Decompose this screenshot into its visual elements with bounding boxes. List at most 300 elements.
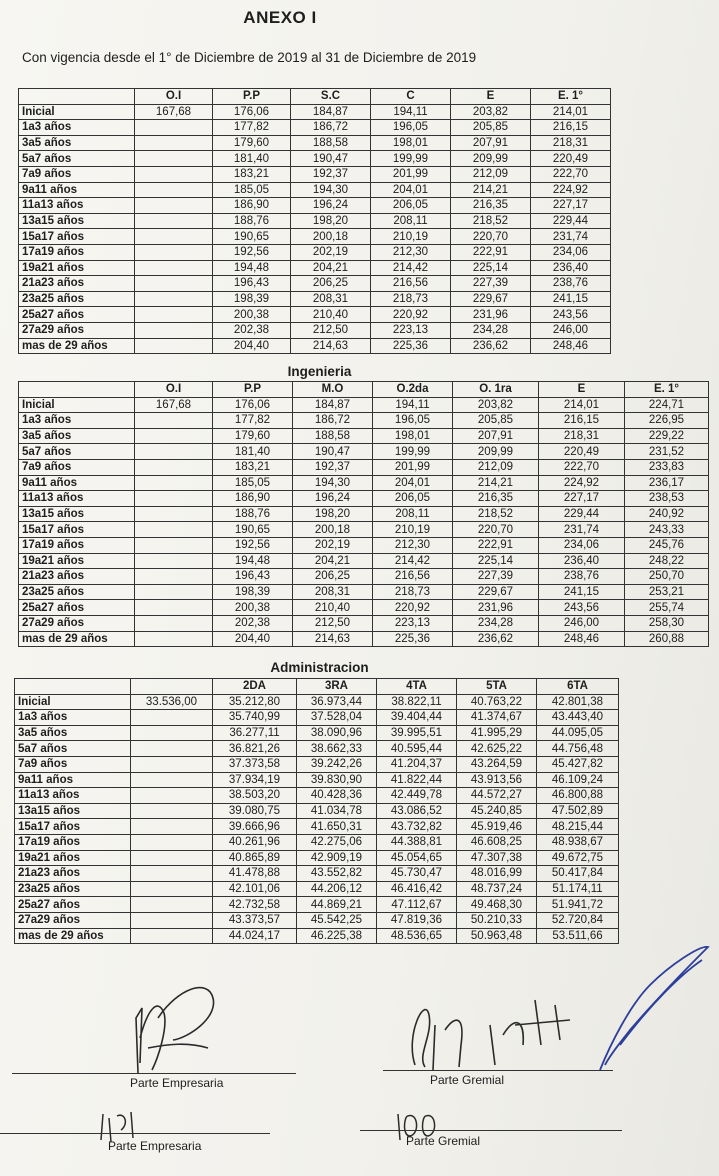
- table-cell: [135, 522, 213, 538]
- table-cell: 39.242,26: [297, 756, 377, 772]
- table-cell: 183,21: [213, 459, 293, 475]
- table-cell: 192,37: [291, 166, 371, 182]
- table-row: [15, 866, 619, 882]
- table-cell: 243,33: [625, 522, 709, 538]
- column-header: S.C: [291, 89, 371, 105]
- row-label: 21a23 años: [19, 569, 135, 585]
- label-parte-gremial: Parte Gremial: [430, 1073, 505, 1087]
- row-label: mas de 29 años: [15, 928, 131, 944]
- table-cell: 238,76: [539, 569, 625, 585]
- table-header-row: [19, 89, 611, 105]
- table-cell: 218,73: [371, 291, 451, 307]
- table-cell: 44.388,81: [377, 834, 457, 850]
- row-label: 9a11 años: [15, 772, 131, 788]
- table-cell: 194,30: [291, 182, 371, 198]
- table-cell: 196,43: [213, 276, 291, 292]
- table-cell: [131, 928, 213, 944]
- table-cell: 38.503,20: [213, 788, 297, 804]
- table-cell: [131, 710, 213, 726]
- table-cell: 47.819,36: [377, 912, 457, 928]
- table-cell: 181,40: [213, 444, 293, 460]
- table-cell: [135, 307, 213, 323]
- signature-line: [12, 1073, 296, 1074]
- table-header-row: [19, 382, 709, 398]
- table-cell: 36.821,26: [213, 741, 297, 757]
- table-cell: 220,92: [371, 307, 451, 323]
- salary-table-ingenieria: [18, 381, 709, 647]
- row-label: 25a27 años: [15, 897, 131, 913]
- table-cell: [131, 741, 213, 757]
- table-cell: 204,40: [213, 631, 293, 647]
- table-cell: 246,00: [531, 322, 611, 338]
- table-body: [19, 89, 611, 354]
- table-cell: 206,05: [373, 491, 453, 507]
- column-header: E. 1°: [531, 89, 611, 105]
- table-cell: [131, 756, 213, 772]
- table-cell: 185,05: [213, 475, 293, 491]
- label-parte-gremial-2: Parte Gremial: [406, 1134, 481, 1148]
- table-cell: 212,50: [291, 322, 371, 338]
- table-cell: 248,46: [539, 631, 625, 647]
- table-cell: 51.174,11: [537, 881, 619, 897]
- table-cell: 216,15: [539, 413, 625, 429]
- table-row: [19, 413, 709, 429]
- table-cell: 233,83: [625, 459, 709, 475]
- table-cell: 208,11: [371, 213, 451, 229]
- table-cell: 36.973,44: [297, 694, 377, 710]
- section-title-administracion: Administracion: [270, 660, 369, 675]
- table-cell: 214,21: [451, 182, 531, 198]
- table-cell: 186,72: [291, 120, 371, 136]
- table-cell: [131, 897, 213, 913]
- table-cell: 39.080,75: [213, 803, 297, 819]
- row-label: 7a9 años: [15, 756, 131, 772]
- table-cell: 212,30: [373, 537, 453, 553]
- table-cell: 205,85: [451, 120, 531, 136]
- table-cell: 199,99: [371, 151, 451, 167]
- table-cell: 45.919,46: [457, 819, 537, 835]
- column-header: [19, 89, 135, 105]
- table-row: [19, 338, 611, 354]
- row-label: 5a7 años: [19, 444, 135, 460]
- column-header: P.P: [213, 382, 293, 398]
- table-cell: 196,24: [293, 491, 373, 507]
- table-cell: 248,22: [625, 553, 709, 569]
- table-cell: [135, 569, 213, 585]
- table-cell: 212,30: [371, 244, 451, 260]
- table-cell: 200,38: [213, 600, 293, 616]
- table-cell: 231,96: [453, 600, 539, 616]
- table-cell: 202,19: [291, 244, 371, 260]
- table-cell: [131, 881, 213, 897]
- table-cell: 196,05: [373, 413, 453, 429]
- row-label: 13a15 años: [15, 803, 131, 819]
- column-header: P.P: [213, 89, 291, 105]
- table-row: [15, 897, 619, 913]
- table-row: [15, 788, 619, 804]
- row-label: 27a29 años: [15, 912, 131, 928]
- table-cell: 41.478,88: [213, 866, 297, 882]
- table-cell: 210,19: [373, 522, 453, 538]
- table-cell: 200,38: [213, 307, 291, 323]
- table-cell: 243,56: [531, 307, 611, 323]
- row-label: 3a5 años: [19, 135, 135, 151]
- document-title: ANEXO I: [243, 8, 317, 27]
- signature-gremial-1: [395, 985, 595, 1075]
- table-cell: 48.016,99: [457, 866, 537, 882]
- table-cell: 212,09: [453, 459, 539, 475]
- table-cell: 208,31: [291, 291, 371, 307]
- table-cell: 43.913,56: [457, 772, 537, 788]
- table-cell: [135, 260, 213, 276]
- table-cell: [131, 912, 213, 928]
- table-cell: 45.542,25: [297, 912, 377, 928]
- table-cell: 214,01: [539, 397, 625, 413]
- table-cell: 47.307,38: [457, 850, 537, 866]
- row-label: 19a21 años: [19, 260, 135, 276]
- table-cell: 222,70: [531, 166, 611, 182]
- table-cell: 42.625,22: [457, 741, 537, 757]
- table-cell: 167,68: [135, 104, 213, 120]
- table-cell: 177,82: [213, 413, 293, 429]
- row-label: 15a17 años: [15, 819, 131, 835]
- row-label: 11a13 años: [19, 491, 135, 507]
- row-label: 11a13 años: [15, 788, 131, 804]
- table-row: [19, 506, 709, 522]
- table-cell: 199,99: [373, 444, 453, 460]
- table-row: [19, 135, 611, 151]
- table-cell: 227,17: [531, 198, 611, 214]
- table-cell: [135, 291, 213, 307]
- table-cell: 48.737,24: [457, 881, 537, 897]
- table-cell: 220,70: [451, 229, 531, 245]
- table-row: [19, 166, 611, 182]
- table-cell: 45.054,65: [377, 850, 457, 866]
- table-cell: 185,05: [213, 182, 291, 198]
- table-cell: 39.830,90: [297, 772, 377, 788]
- row-label: 3a5 años: [15, 725, 131, 741]
- table-cell: 48.536,65: [377, 928, 457, 944]
- column-header: M.O: [293, 382, 373, 398]
- table-cell: 198,20: [293, 506, 373, 522]
- row-label: Inicial: [19, 104, 135, 120]
- table-cell: 42.101,06: [213, 881, 297, 897]
- table-cell: 227,39: [453, 569, 539, 585]
- column-header: 6TA: [537, 679, 619, 695]
- table-cell: 35.740,99: [213, 710, 297, 726]
- table-cell: [135, 120, 213, 136]
- table-row: [15, 741, 619, 757]
- table-header-row: [15, 679, 619, 695]
- table-cell: 246,00: [539, 615, 625, 631]
- table-cell: [131, 725, 213, 741]
- table-cell: 39.666,96: [213, 819, 297, 835]
- signature-line: [0, 1133, 270, 1134]
- row-label: 13a15 años: [19, 506, 135, 522]
- table-cell: 188,58: [293, 428, 373, 444]
- table-cell: 44.206,12: [297, 881, 377, 897]
- row-label: 23a25 años: [19, 584, 135, 600]
- table-cell: 222,91: [453, 537, 539, 553]
- table-row: [19, 276, 611, 292]
- table-cell: 198,39: [213, 291, 291, 307]
- table-row: [19, 291, 611, 307]
- table-cell: 236,17: [625, 475, 709, 491]
- table-cell: [135, 600, 213, 616]
- row-label: 7a9 años: [19, 459, 135, 475]
- column-header: 2DA: [213, 679, 297, 695]
- row-label: 15a17 años: [19, 522, 135, 538]
- table-cell: 229,44: [539, 506, 625, 522]
- table-cell: 248,46: [531, 338, 611, 354]
- row-label: 9a11 años: [19, 182, 135, 198]
- row-label: 17a19 años: [19, 537, 135, 553]
- table-cell: 52.720,84: [537, 912, 619, 928]
- table-cell: 44.024,17: [213, 928, 297, 944]
- table-cell: 190,47: [291, 151, 371, 167]
- salary-table-general: [18, 88, 611, 354]
- table-cell: 41.034,78: [297, 803, 377, 819]
- table-row: [19, 104, 611, 120]
- table-cell: 188,58: [291, 135, 371, 151]
- table-row: [19, 584, 709, 600]
- table-cell: 177,82: [213, 120, 291, 136]
- table-cell: 231,96: [451, 307, 531, 323]
- table-row: [19, 537, 709, 553]
- table-row: [19, 307, 611, 323]
- table-cell: 220,92: [373, 600, 453, 616]
- table-cell: 196,24: [291, 198, 371, 214]
- table-cell: 201,99: [371, 166, 451, 182]
- table-cell: 236,62: [453, 631, 539, 647]
- table-row: [19, 522, 709, 538]
- table-cell: 188,76: [213, 506, 293, 522]
- table-cell: 238,76: [531, 276, 611, 292]
- table-cell: 224,92: [531, 182, 611, 198]
- table-row: [15, 912, 619, 928]
- table-cell: 227,17: [539, 491, 625, 507]
- table-cell: 202,38: [213, 615, 293, 631]
- table-cell: 46.800,88: [537, 788, 619, 804]
- row-label: 1a3 años: [15, 710, 131, 726]
- table-cell: [135, 244, 213, 260]
- table-cell: [135, 413, 213, 429]
- table-cell: 38.090,96: [297, 725, 377, 741]
- validity-subtitle: Con vigencia desde el 1° de Diciembre de 2019 al 31 de Diciembre de 2019: [22, 50, 477, 65]
- table-cell: 253,21: [625, 584, 709, 600]
- table-cell: [135, 166, 213, 182]
- table-cell: [135, 537, 213, 553]
- table-cell: 204,21: [291, 260, 371, 276]
- table-cell: 223,13: [371, 322, 451, 338]
- row-label: 3a5 años: [19, 428, 135, 444]
- salary-table-administracion: [14, 678, 619, 944]
- table-cell: 38.822,11: [377, 694, 457, 710]
- row-label: 25a27 años: [19, 307, 135, 323]
- table-row: [19, 491, 709, 507]
- table-cell: 45.730,47: [377, 866, 457, 882]
- table-cell: 43.264,59: [457, 756, 537, 772]
- table-cell: 225,14: [451, 260, 531, 276]
- table-cell: 48.938,67: [537, 834, 619, 850]
- table-cell: 40.763,22: [457, 694, 537, 710]
- column-header: C: [371, 89, 451, 105]
- row-label: 21a23 años: [19, 276, 135, 292]
- table-cell: 46.225,38: [297, 928, 377, 944]
- table-cell: 209,99: [453, 444, 539, 460]
- table-cell: 236,40: [531, 260, 611, 276]
- table-cell: 190,65: [213, 522, 293, 538]
- table-cell: 37.934,19: [213, 772, 297, 788]
- table-cell: 39.995,51: [377, 725, 457, 741]
- table-cell: 202,38: [213, 322, 291, 338]
- table-cell: 220,49: [539, 444, 625, 460]
- table-cell: 37.373,58: [213, 756, 297, 772]
- table-cell: 47.112,67: [377, 897, 457, 913]
- table-cell: 33.536,00: [131, 694, 213, 710]
- row-label: 17a19 años: [15, 834, 131, 850]
- row-label: 1a3 años: [19, 413, 135, 429]
- table-row: [19, 444, 709, 460]
- table-cell: 40.865,89: [213, 850, 297, 866]
- table-row: [15, 694, 619, 710]
- table-cell: 231,74: [539, 522, 625, 538]
- table-cell: 194,48: [213, 260, 291, 276]
- table-row: [15, 850, 619, 866]
- table-cell: [135, 276, 213, 292]
- table-cell: 207,91: [453, 428, 539, 444]
- table-cell: 250,70: [625, 569, 709, 585]
- table-cell: 188,76: [213, 213, 291, 229]
- signature-line: [360, 1130, 622, 1131]
- table-row: [15, 772, 619, 788]
- table-row: [19, 615, 709, 631]
- table-row: [19, 182, 611, 198]
- table-cell: 214,01: [531, 104, 611, 120]
- table-cell: 44.095,05: [537, 725, 619, 741]
- row-label: Inicial: [19, 397, 135, 413]
- table-cell: [131, 788, 213, 804]
- table-row: [19, 151, 611, 167]
- row-label: 27a29 años: [19, 615, 135, 631]
- table-cell: [135, 584, 213, 600]
- table-cell: 41.822,44: [377, 772, 457, 788]
- table-cell: [135, 151, 213, 167]
- table-cell: 36.277,11: [213, 725, 297, 741]
- table-cell: 51.941,72: [537, 897, 619, 913]
- column-header: 5TA: [457, 679, 537, 695]
- table-cell: 260,88: [625, 631, 709, 647]
- table-row: [19, 198, 611, 214]
- table-cell: 50.963,48: [457, 928, 537, 944]
- table-cell: 238,53: [625, 491, 709, 507]
- table-cell: 192,56: [213, 537, 293, 553]
- table-cell: [131, 772, 213, 788]
- table-cell: [135, 553, 213, 569]
- row-label: 19a21 años: [15, 850, 131, 866]
- table-cell: 43.552,82: [297, 866, 377, 882]
- table-row: [19, 459, 709, 475]
- table-cell: 208,31: [293, 584, 373, 600]
- table-cell: 224,92: [539, 475, 625, 491]
- table-cell: [135, 338, 213, 354]
- table-cell: 229,67: [453, 584, 539, 600]
- table-cell: 216,56: [371, 276, 451, 292]
- table-cell: 46.608,25: [457, 834, 537, 850]
- table-cell: 192,37: [293, 459, 373, 475]
- table-cell: 209,99: [451, 151, 531, 167]
- table-row: [19, 213, 611, 229]
- row-label: 5a7 años: [19, 151, 135, 167]
- label-parte-empresaria-2: Parte Empresaria: [108, 1139, 202, 1153]
- table-cell: [135, 229, 213, 245]
- table-row: [15, 928, 619, 944]
- table-cell: 198,39: [213, 584, 293, 600]
- table-cell: 47.502,89: [537, 803, 619, 819]
- row-label: mas de 29 años: [19, 631, 135, 647]
- table-cell: 186,90: [213, 198, 291, 214]
- table-cell: 42.449,78: [377, 788, 457, 804]
- table-cell: 236,62: [451, 338, 531, 354]
- table-cell: 40.595,44: [377, 741, 457, 757]
- table-cell: 234,06: [539, 537, 625, 553]
- table-cell: 220,70: [453, 522, 539, 538]
- table-cell: [135, 322, 213, 338]
- table-cell: 218,31: [539, 428, 625, 444]
- table-cell: 198,01: [373, 428, 453, 444]
- row-label: 25a27 años: [19, 600, 135, 616]
- table-cell: 167,68: [135, 397, 213, 413]
- section-title-ingenieria: Ingenieria: [287, 364, 352, 379]
- table-cell: 198,20: [291, 213, 371, 229]
- table-cell: 43.443,40: [537, 710, 619, 726]
- table-cell: 210,19: [371, 229, 451, 245]
- table-cell: 44.756,48: [537, 741, 619, 757]
- table-cell: 214,42: [373, 553, 453, 569]
- table-cell: 245,76: [625, 537, 709, 553]
- table-row: [15, 803, 619, 819]
- table-cell: 179,60: [213, 135, 291, 151]
- table-cell: 214,63: [291, 338, 371, 354]
- table-cell: 43.732,82: [377, 819, 457, 835]
- table-cell: [131, 834, 213, 850]
- table-cell: [135, 135, 213, 151]
- table-row: [19, 244, 611, 260]
- table-cell: [135, 631, 213, 647]
- table-cell: [135, 198, 213, 214]
- column-header: E: [539, 382, 625, 398]
- table-cell: 206,25: [293, 569, 373, 585]
- table-cell: 201,99: [373, 459, 453, 475]
- table-cell: 196,05: [371, 120, 451, 136]
- table-cell: 229,44: [531, 213, 611, 229]
- table-cell: 231,74: [531, 229, 611, 245]
- table-cell: 226,95: [625, 413, 709, 429]
- table-cell: 46.109,24: [537, 772, 619, 788]
- table-cell: 44.869,21: [297, 897, 377, 913]
- table-cell: 223,13: [373, 615, 453, 631]
- table-cell: 216,35: [453, 491, 539, 507]
- table-row: [15, 725, 619, 741]
- table-cell: 243,56: [539, 600, 625, 616]
- table-cell: 222,70: [539, 459, 625, 475]
- table-cell: 186,90: [213, 491, 293, 507]
- table-cell: 42.801,38: [537, 694, 619, 710]
- table-body: [19, 382, 709, 647]
- column-header: [15, 679, 131, 695]
- table-row: [15, 756, 619, 772]
- table-row: [19, 260, 611, 276]
